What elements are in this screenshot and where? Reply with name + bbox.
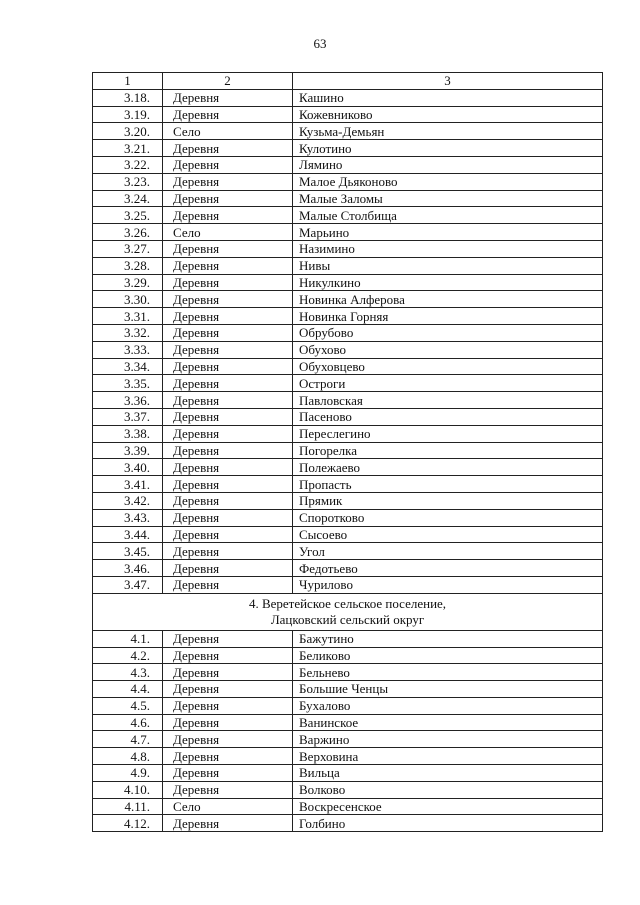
table-row	[93, 308, 603, 325]
row-number-cell: 3.19.	[93, 106, 163, 123]
settlement-name-cell: Малые Заломы	[293, 190, 603, 207]
settlement-type-cell: Деревня	[163, 156, 293, 173]
row-number-cell: 4.3.	[93, 664, 163, 681]
row-number-cell: 3.31.	[93, 308, 163, 325]
settlements-table	[92, 72, 603, 832]
settlement-name-cell: Голбино	[293, 815, 603, 832]
settlement-type-cell: Деревня	[163, 697, 293, 714]
table-row	[93, 240, 603, 257]
settlement-type-cell: Деревня	[163, 341, 293, 358]
settlement-type-cell: Деревня	[163, 308, 293, 325]
row-number-cell: 4.12.	[93, 815, 163, 832]
row-number-cell: 3.20.	[93, 123, 163, 140]
table-row	[93, 224, 603, 241]
table-row	[93, 781, 603, 798]
header-cell-2: 2	[163, 73, 293, 90]
settlement-type-cell: Деревня	[163, 442, 293, 459]
settlement-type-cell: Деревня	[163, 358, 293, 375]
table-row	[93, 697, 603, 714]
row-number-cell: 3.32.	[93, 324, 163, 341]
row-number-cell: 3.41.	[93, 476, 163, 493]
section-heading-line-1: 4. Веретейское сельское поселение,	[248, 595, 447, 611]
row-number-cell: 3.23.	[93, 173, 163, 190]
row-number-cell: 4.4.	[93, 681, 163, 698]
row-number-cell: 3.45.	[93, 543, 163, 560]
settlement-name-cell: Пасеново	[293, 408, 603, 425]
settlement-name-cell: Бельнево	[293, 664, 603, 681]
settlement-type-cell: Деревня	[163, 140, 293, 157]
row-number-cell: 3.18.	[93, 89, 163, 106]
row-number-cell: 3.29.	[93, 274, 163, 291]
table-row	[93, 358, 603, 375]
table-row	[93, 459, 603, 476]
settlement-type-cell: Деревня	[163, 190, 293, 207]
table-row	[93, 526, 603, 543]
settlement-type-cell: Деревня	[163, 714, 293, 731]
row-number-cell: 4.2.	[93, 647, 163, 664]
settlement-name-cell: Кожевниково	[293, 106, 603, 123]
settlement-name-cell: Павловская	[293, 392, 603, 409]
table-row	[93, 123, 603, 140]
row-number-cell: 3.36.	[93, 392, 163, 409]
row-number-cell: 3.35.	[93, 375, 163, 392]
row-number-cell: 3.28.	[93, 257, 163, 274]
row-number-cell: 3.27.	[93, 240, 163, 257]
row-number-cell: 3.43.	[93, 509, 163, 526]
table-row	[93, 714, 603, 731]
settlement-type-cell: Деревня	[163, 375, 293, 392]
table-row	[93, 190, 603, 207]
settlement-type-cell: Деревня	[163, 765, 293, 782]
settlement-name-cell: Воскресенское	[293, 798, 603, 815]
table-row	[93, 630, 603, 647]
table-row	[93, 731, 603, 748]
settlement-name-cell: Чурилово	[293, 576, 603, 593]
settlement-type-cell: Деревня	[163, 173, 293, 190]
settlement-type-cell: Деревня	[163, 630, 293, 647]
settlement-name-cell: Новинка Горняя	[293, 308, 603, 325]
table-row	[93, 664, 603, 681]
header-cell-3: 3	[293, 73, 603, 90]
table-row	[93, 341, 603, 358]
table-row	[93, 543, 603, 560]
row-number-cell: 4.7.	[93, 731, 163, 748]
settlement-name-cell: Никулкино	[293, 274, 603, 291]
settlement-type-cell: Деревня	[163, 392, 293, 409]
settlement-type-cell: Деревня	[163, 207, 293, 224]
table-row	[93, 392, 603, 409]
table-row	[93, 324, 603, 341]
settlement-type-cell: Деревня	[163, 781, 293, 798]
settlement-name-cell: Бажутино	[293, 630, 603, 647]
table-row	[93, 89, 603, 106]
settlement-name-cell: Прямик	[293, 492, 603, 509]
settlement-name-cell: Волково	[293, 781, 603, 798]
settlement-name-cell: Остроги	[293, 375, 603, 392]
settlement-name-cell: Малые Столбища	[293, 207, 603, 224]
settlement-type-cell: Деревня	[163, 240, 293, 257]
settlement-type-cell: Деревня	[163, 274, 293, 291]
settlement-name-cell: Сысоево	[293, 526, 603, 543]
section-heading-row	[93, 593, 603, 630]
row-number-cell: 3.21.	[93, 140, 163, 157]
settlement-type-cell: Деревня	[163, 748, 293, 765]
table-row	[93, 560, 603, 577]
row-number-cell: 3.24.	[93, 190, 163, 207]
settlement-name-cell: Споротково	[293, 509, 603, 526]
settlements-table-body	[93, 73, 603, 832]
row-number-cell: 4.10.	[93, 781, 163, 798]
settlement-name-cell: Марьино	[293, 224, 603, 241]
row-number-cell: 3.22.	[93, 156, 163, 173]
row-number-cell: 4.5.	[93, 697, 163, 714]
row-number-cell: 3.38.	[93, 425, 163, 442]
table-row	[93, 274, 603, 291]
settlement-name-cell: Бухалово	[293, 697, 603, 714]
table-row	[93, 156, 603, 173]
table-row	[93, 815, 603, 832]
settlement-type-cell: Деревня	[163, 543, 293, 560]
settlement-name-cell: Угол	[293, 543, 603, 560]
settlement-type-cell: Деревня	[163, 459, 293, 476]
settlement-type-cell: Деревня	[163, 476, 293, 493]
table-row	[93, 140, 603, 157]
row-number-cell: 3.30.	[93, 291, 163, 308]
table-row	[93, 442, 603, 459]
settlement-type-cell: Деревня	[163, 324, 293, 341]
settlement-name-cell: Нивы	[293, 257, 603, 274]
table-row	[93, 509, 603, 526]
table-row	[93, 291, 603, 308]
row-number-cell: 3.39.	[93, 442, 163, 459]
settlement-type-cell: Деревня	[163, 291, 293, 308]
table-row	[93, 375, 603, 392]
settlement-name-cell: Кулотино	[293, 140, 603, 157]
settlement-name-cell: Погорелка	[293, 442, 603, 459]
header-row	[93, 73, 603, 90]
table-row	[93, 408, 603, 425]
settlement-name-cell: Малое Дьяконово	[293, 173, 603, 190]
table-row	[93, 173, 603, 190]
settlement-type-cell: Деревня	[163, 681, 293, 698]
settlement-type-cell: Деревня	[163, 257, 293, 274]
table-row	[93, 106, 603, 123]
settlement-type-cell: Деревня	[163, 560, 293, 577]
settlement-name-cell: Назимино	[293, 240, 603, 257]
section-heading-line-2: Лацковский сельский округ	[270, 611, 425, 627]
settlement-type-cell: Деревня	[163, 492, 293, 509]
row-number-cell: 3.25.	[93, 207, 163, 224]
settlement-type-cell: Село	[163, 798, 293, 815]
settlement-type-cell: Деревня	[163, 526, 293, 543]
settlement-type-cell: Деревня	[163, 647, 293, 664]
row-number-cell: 3.42.	[93, 492, 163, 509]
settlement-name-cell: Переслегино	[293, 425, 603, 442]
settlement-name-cell: Большие Ченцы	[293, 681, 603, 698]
table-row	[93, 576, 603, 593]
settlement-type-cell: Деревня	[163, 576, 293, 593]
settlement-type-cell: Деревня	[163, 509, 293, 526]
settlement-name-cell: Пропасть	[293, 476, 603, 493]
table-row	[93, 798, 603, 815]
table-row	[93, 748, 603, 765]
settlement-name-cell: Вильца	[293, 765, 603, 782]
settlement-name-cell: Федотьево	[293, 560, 603, 577]
row-number-cell: 4.6.	[93, 714, 163, 731]
header-cell-1: 1	[93, 73, 163, 90]
settlement-type-cell: Село	[163, 224, 293, 241]
settlement-type-cell: Деревня	[163, 815, 293, 832]
table-row	[93, 681, 603, 698]
table-row	[93, 492, 603, 509]
settlement-type-cell: Деревня	[163, 731, 293, 748]
row-number-cell: 4.1.	[93, 630, 163, 647]
page-number: 63	[313, 36, 327, 51]
row-number-cell: 4.9.	[93, 765, 163, 782]
settlement-name-cell: Обрубово	[293, 324, 603, 341]
settlement-type-cell: Деревня	[163, 425, 293, 442]
settlement-type-cell: Деревня	[163, 664, 293, 681]
settlement-name-cell: Кашино	[293, 89, 603, 106]
settlement-name-cell: Новинка Алферова	[293, 291, 603, 308]
settlement-type-cell: Деревня	[163, 89, 293, 106]
settlement-name-cell: Обухово	[293, 341, 603, 358]
row-number-cell: 3.47.	[93, 576, 163, 593]
settlement-type-cell: Деревня	[163, 106, 293, 123]
row-number-cell: 3.26.	[93, 224, 163, 241]
settlement-name-cell: Варжино	[293, 731, 603, 748]
row-number-cell: 4.11.	[93, 798, 163, 815]
row-number-cell: 3.44.	[93, 526, 163, 543]
section-heading	[93, 593, 603, 630]
settlement-name-cell: Беликово	[293, 647, 603, 664]
row-number-cell: 3.40.	[93, 459, 163, 476]
row-number-cell: 3.34.	[93, 358, 163, 375]
row-number-cell: 3.46.	[93, 560, 163, 577]
settlement-name-cell: Лямино	[293, 156, 603, 173]
settlement-type-cell: Деревня	[163, 408, 293, 425]
settlement-name-cell: Обуховцево	[293, 358, 603, 375]
row-number-cell: 3.33.	[93, 341, 163, 358]
row-number-cell: 4.8.	[93, 748, 163, 765]
table-row	[93, 425, 603, 442]
row-number-cell: 3.37.	[93, 408, 163, 425]
settlement-name-cell: Ванинское	[293, 714, 603, 731]
settlement-name-cell: Полежаево	[293, 459, 603, 476]
table-row	[93, 207, 603, 224]
table-row	[93, 476, 603, 493]
settlement-type-cell: Село	[163, 123, 293, 140]
table-row	[93, 647, 603, 664]
settlement-name-cell: Кузьма-Демьян	[293, 123, 603, 140]
table-row	[93, 765, 603, 782]
table-row	[93, 257, 603, 274]
settlement-name-cell: Верховина	[293, 748, 603, 765]
